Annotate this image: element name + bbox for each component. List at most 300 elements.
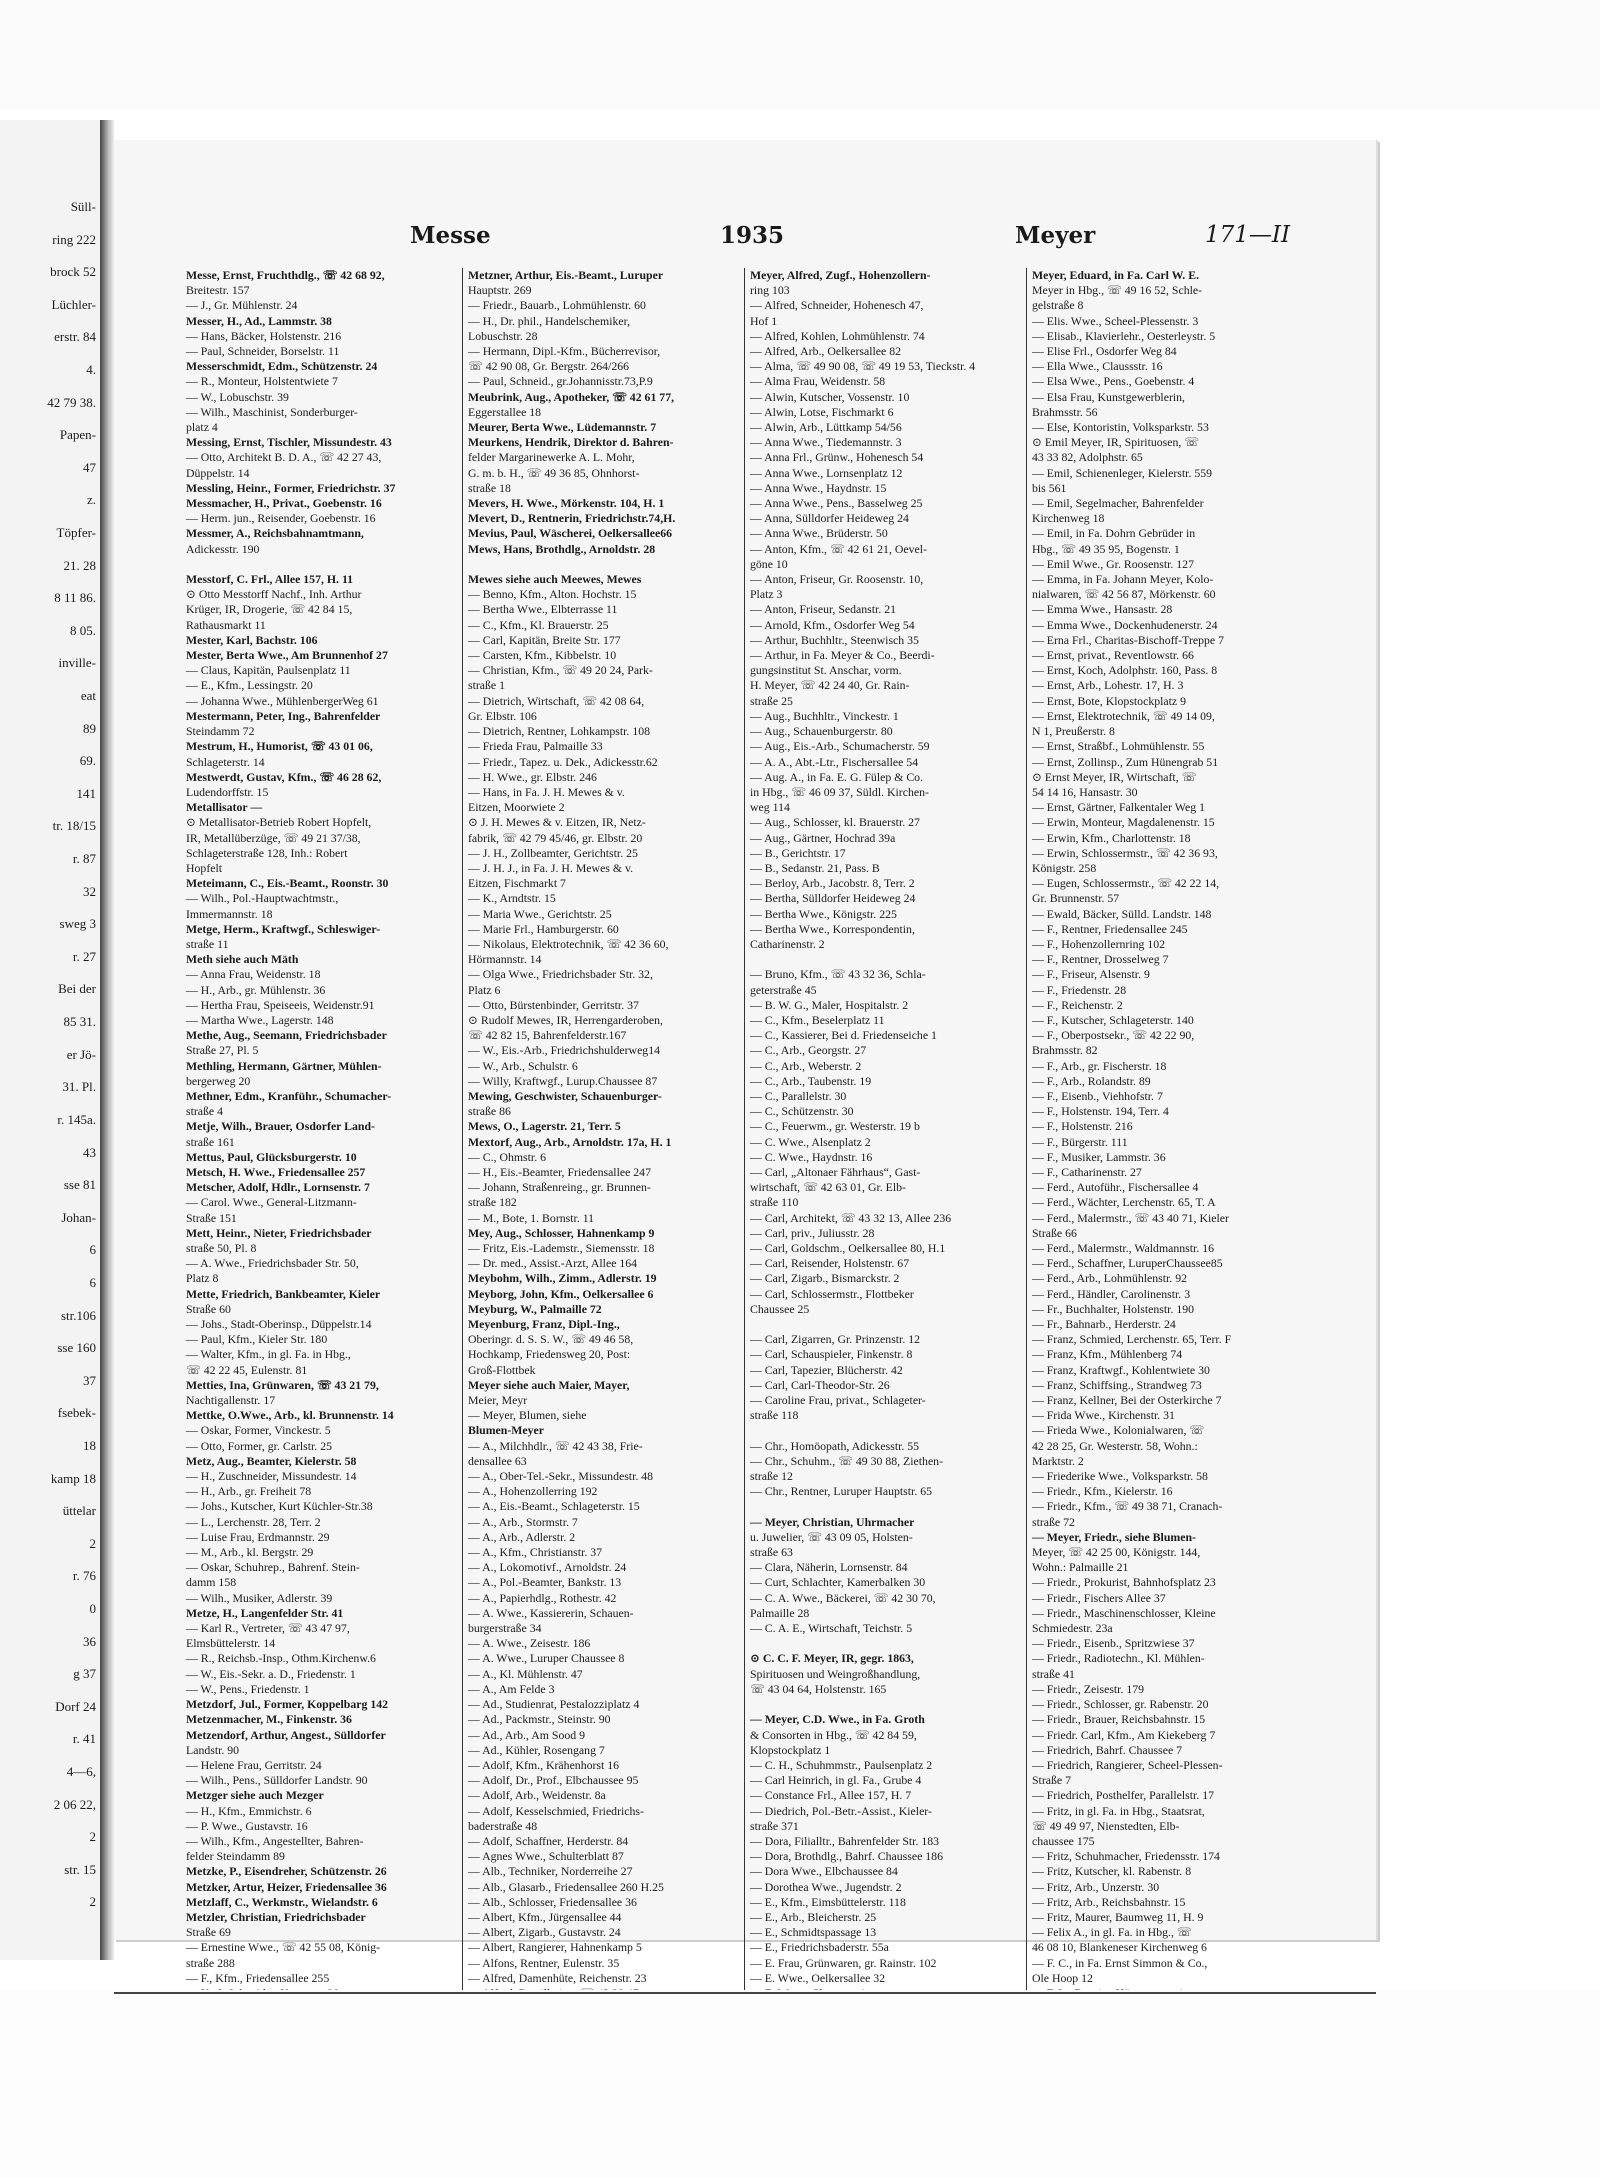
directory-entry: — Curt, Schlachter, Kamerbalken 30 — [750, 1575, 926, 1590]
directory-entry: — F., Friseur, Alsenstr. 9 — [1032, 967, 1150, 982]
directory-entry: — W., Lobuschstr. 39 — [186, 389, 289, 404]
directory-entry: Metscher, Adolf, Hdlr., Lornsenstr. 7 — [186, 1180, 370, 1195]
directory-entry: Groß-Flottbek — [468, 1362, 536, 1377]
directory-entry: — Carl, Zigarren, Gr. Prinzenstr. 12 — [750, 1332, 921, 1347]
directory-entry: — W., Arb., Schulstr. 6 — [468, 1058, 578, 1073]
directory-entry: — Chr., Homöopath, Adickesstr. 55 — [750, 1438, 920, 1453]
directory-entry: — C. A. E., Wirtschaft, Teichstr. 5 — [750, 1621, 913, 1636]
directory-entry: Straße 66 — [1032, 1225, 1077, 1240]
directory-entry: — Dietrich, Rentner, Lohkampstr. 108 — [468, 724, 651, 739]
column-divider — [744, 268, 745, 2038]
directory-entry: — Meyer, C.D. Wwe., in Fa. Groth — [750, 1712, 925, 1727]
directory-entry: — Bertha, Sülldorfer Heideweg 24 — [750, 891, 916, 906]
directory-entry: Metzler, Christian, Friedrichsbader — [186, 1909, 366, 1924]
directory-entry: — Walter, Kfm., in gl. Fa. in Hbg., — [186, 1347, 351, 1362]
directory-entry: — Erwin, Monteur, Magdalenenstr. 15 — [1032, 815, 1215, 830]
directory-entry: ☏ 42 22 45, Eulenstr. 81 — [186, 1362, 308, 1377]
directory-entry: — C. Wwe., Haydnstr. 16 — [750, 1149, 873, 1164]
directory-entry: Schlageterstraße 128, Inh.: Robert — [186, 845, 348, 860]
directory-entry: — Felix A., in gl. Fa. in Hbg., ☏ — [1032, 1925, 1192, 1940]
directory-entry: — A., Am Felde 3 — [468, 1681, 555, 1696]
directory-entry: — Fritz, Kutscher, kl. Rabenstr. 8 — [1032, 1864, 1192, 1879]
left-page-text: 2 — [89, 1536, 96, 1551]
left-page-text: 4—6, — [66, 1764, 96, 1779]
left-page-text: Johan- — [61, 1210, 96, 1225]
directory-entry: — H., Eis.-Beamter, Friedensallee 247 — [468, 1164, 651, 1179]
directory-entry: — Fr., Bahnarb., Herderstr. 24 — [1032, 1317, 1176, 1332]
directory-entry: Mextorf, Aug., Arb., Arnoldstr. 17a, H. 1 — [468, 1134, 672, 1149]
directory-entry: — Ad., Packmstr., Steinstr. 90 — [468, 1712, 611, 1727]
directory-entry: — Adolf, Dr., Prof., Elbchaussee 95 — [468, 1773, 639, 1788]
directory-entry: Mews, Hans, Brothdlg., Arnoldstr. 28 — [468, 541, 656, 556]
directory-entry: — Ferd., Wächter, Lerchenstr. 65, T. A — [1032, 1195, 1216, 1210]
directory-entry: Methling, Hermann, Gärtner, Mühlen- — [186, 1058, 382, 1073]
directory-entry: — A., Eis.-Beamt., Schlageterstr. 15 — [468, 1499, 640, 1514]
directory-entry: IR, Metallüberzüge, ☏ 49 21 37/38, — [186, 830, 361, 845]
directory-entry: Messerschmidt, Edm., Schützenstr. 24 — [186, 359, 378, 374]
directory-entry: Eitzen, Moorwiete 2 — [468, 800, 565, 815]
directory-entry: densallee 63 — [468, 1453, 527, 1468]
directory-entry: — Diedrich, Pol.-Betr.-Assist., Kieler- — [750, 1803, 932, 1818]
directory-entry — [750, 1697, 1020, 1712]
directory-entry: Landstr. 90 — [186, 1742, 240, 1757]
directory-entry: G. m. b. H., ☏ 49 36 85, Ohnhorst- — [468, 465, 640, 480]
directory-entry: — Alfred, Damenhüte, Reichenstr. 23 — [468, 1970, 647, 1985]
directory-entry: straße 4 — [186, 1104, 224, 1119]
directory-entry: — Chr., Schuhm., ☏ 49 30 88, Ziethen- — [750, 1453, 944, 1468]
left-page-text: 37 — [83, 1373, 96, 1388]
directory-entry: gungsinstitut St. Anschar, vorm. — [750, 663, 902, 678]
directory-entry: — Anna Wwe., Brüderstr. 50 — [750, 526, 888, 541]
directory-entry: — Alfred, Schneider, Hohenesch 47, — [750, 298, 924, 313]
directory-entry: — Carl, „Altonaer Fährhaus“, Gast- — [750, 1164, 921, 1179]
directory-entry: — C., Ohmstr. 6 — [468, 1149, 546, 1164]
directory-entry: straße 86 — [468, 1104, 511, 1119]
directory-entry: — Anna, Sülldorfer Heideweg 24 — [750, 511, 909, 526]
directory-entry: Straße 69 — [186, 1925, 231, 1940]
directory-entry: — Friedr., Zeisestr. 179 — [1032, 1681, 1145, 1696]
directory-entry: — Arthur, in Fa. Meyer & Co., Beerdi- — [750, 648, 935, 663]
directory-entry: Meier, Meyr — [468, 1393, 528, 1408]
directory-entry: Platz 6 — [468, 982, 501, 997]
directory-entry: — Ferd., Arb., Lohmühlenstr. 92 — [1032, 1271, 1187, 1286]
directory-entry: Meubrink, Aug., Apotheker, ☏ 42 61 77, — [468, 389, 675, 404]
directory-entry: — Meyer, Friedr., siehe Blumen- — [1032, 1529, 1196, 1544]
directory-entry: — Elsa Wwe., Pens., Goebenstr. 4 — [1032, 374, 1195, 389]
directory-entry: Schmiedestr. 23a — [1032, 1621, 1113, 1636]
header-first-entry: Messe — [410, 222, 491, 249]
directory-entry: — Anton, Friseur, Gr. Roosenstr. 10, — [750, 572, 924, 587]
directory-entry: — Agnes Wwe., Schulterblatt 87 — [468, 1849, 624, 1864]
directory-entry: — Chr., Rentner, Luruper Hauptstr. 65 — [750, 1484, 933, 1499]
directory-entry: Meybohm, Wilh., Zimm., Adlerstr. 19 — [468, 1271, 657, 1286]
directory-entry: — F., Musiker, Lammstr. 36 — [1032, 1149, 1166, 1164]
directory-entry: — Alfred, Arb., Oelkersallee 82 — [750, 344, 902, 359]
directory-entry: — Fritz, Arb., Reichsbahnstr. 15 — [1032, 1894, 1186, 1909]
left-page-text: 89 — [83, 721, 96, 736]
left-page-text: Papen- — [59, 427, 96, 442]
directory-entry: — A. Wwe., Friedrichsbader Str. 50, — [186, 1256, 359, 1271]
directory-entry: Metzlaff, C., Werkmstr., Wielandstr. 6 — [186, 1894, 378, 1909]
header-last-entry: Meyer — [1015, 222, 1096, 249]
directory-entry: — E., Kfm., Eimsbüttelerstr. 118 — [750, 1894, 906, 1909]
left-page-text: brock 52 — [50, 264, 96, 279]
left-page-text: 4. — [86, 362, 96, 377]
directory-entry: — Otto, Architekt B. D. A., ☏ 42 27 43, — [186, 450, 382, 465]
directory-entry: — Aug., Gärtner, Hochrad 39a — [750, 830, 896, 845]
directory-column-2 — [468, 268, 738, 2038]
directory-entry: Meyenburg, Franz, Dipl.-Ing., — [468, 1317, 620, 1332]
left-page-text: r. 27 — [72, 949, 96, 964]
directory-entry: — Ella Wwe., Claussstr. 16 — [1032, 359, 1163, 374]
directory-entry: — H. Wwe., gr. Elbstr. 246 — [468, 769, 597, 784]
directory-entry: — Emil Wwe., Gr. Roosenstr. 127 — [1032, 556, 1194, 571]
directory-entry: — E. Frau, Grünwaren, gr. Rainstr. 102 — [750, 1955, 937, 1970]
left-page-text: 69. — [79, 753, 96, 768]
directory-entry: — W., Eis.-Sekr. a. D., Friedenstr. 1 — [186, 1666, 356, 1681]
directory-entry: — H., Dr. phil., Handelschemiker, — [468, 313, 631, 328]
directory-entry: — Carl, Reisender, Holstenstr. 67 — [750, 1256, 910, 1271]
directory-entry: 42 28 25, Gr. Westerstr. 58, Wohn.: — [1032, 1438, 1198, 1453]
directory-entry: Schlageterstr. 14 — [186, 754, 265, 769]
directory-entry: — Aug., Schlosser, kl. Brauerstr. 27 — [750, 815, 920, 830]
directory-entry: — Olga Wwe., Friedrichsbader Str. 32, — [468, 967, 653, 982]
directory-entry: — Adolf, Schaffner, Herderstr. 84 — [468, 1833, 629, 1848]
directory-entry: felder Margarinewerke A. L. Mohr, — [468, 450, 635, 465]
directory-entry: Metzke, P., Eisendreher, Schützenstr. 26 — [186, 1864, 387, 1879]
left-page-fragment — [0, 120, 101, 1960]
directory-column-3 — [750, 268, 1020, 2038]
directory-entry: Mestermann, Peter, Ing., Bahrenfelder — [186, 708, 381, 723]
directory-entry: — Wilh., Pens., Sülldorfer Landstr. 90 — [186, 1773, 368, 1788]
directory-entry: — C., Schützenstr. 30 — [750, 1104, 854, 1119]
directory-entry: straße 110 — [750, 1195, 799, 1210]
directory-entry: — K., Arndtstr. 15 — [468, 891, 556, 906]
directory-entry: — Bruno, Kfm., ☏ 43 32 36, Schla- — [750, 967, 926, 982]
directory-entry: Ludendorffstr. 15 — [186, 784, 269, 799]
directory-entry: Klopstockplatz 1 — [750, 1742, 831, 1757]
directory-entry: — Friedrich, Posthelfer, Parallelstr. 17 — [1032, 1788, 1215, 1803]
page-header — [300, 222, 1320, 250]
directory-entry: Gr. Brunnenstr. 57 — [1032, 891, 1120, 906]
left-page-text: 32 — [83, 884, 96, 899]
directory-entry: Brahmsstr. 82 — [1032, 1043, 1098, 1058]
directory-entry: Breitestr. 157 — [186, 283, 250, 298]
directory-entry: Brahmsstr. 56 — [1032, 404, 1098, 419]
directory-entry: — F., Reichenstr. 2 — [1032, 997, 1123, 1012]
directory-entry: — Friedr., Prokurist, Bahnhofsplatz 23 — [1032, 1575, 1216, 1590]
column-divider — [462, 268, 463, 2038]
book-gutter — [100, 120, 114, 1960]
directory-entry: Mestwerdt, Gustav, Kfm., ☏ 46 28 62, — [186, 769, 382, 784]
directory-entry: Meyer, ☏ 42 25 00, Königstr. 144, — [1032, 1545, 1201, 1560]
directory-entry: nialwaren, ☏ 42 56 87, Mörkenstr. 60 — [1032, 587, 1216, 602]
scan-top-margin — [0, 0, 1600, 110]
directory-entry: — Fritz, in gl. Fa. in Hbg., Staatsrat, — [1032, 1803, 1205, 1818]
left-page-text: 21. 28 — [63, 558, 96, 573]
directory-entry: — Anna Frau, Weidenstr. 18 — [186, 967, 321, 982]
left-page-text: r. 145a. — [57, 1112, 96, 1127]
directory-entry: — Fritz, Eis.-Lademstr., Siemensstr. 18 — [468, 1241, 655, 1255]
directory-entry: straße 25 — [750, 693, 793, 708]
directory-entry: Blumen-Meyer — [468, 1423, 545, 1438]
left-page-text: 2 06 22, — [53, 1797, 96, 1812]
directory-entry: Meth siehe auch Mäth — [186, 952, 299, 967]
directory-entry: Mett, Heinr., Nieter, Friedrichsbader — [186, 1225, 372, 1240]
directory-entry: — Willy, Kraftwgf., Lurup.Chaussee 87 — [468, 1073, 658, 1088]
directory-entry: — Wilh., Musiker, Adlerstr. 39 — [186, 1590, 333, 1605]
directory-entry: Metties, Ina, Grünwaren, ☏ 43 21 79, — [186, 1377, 379, 1392]
directory-entry: — Carl, Kapitän, Breite Str. 177 — [468, 632, 621, 647]
directory-entry: — Dorothea Wwe., Jugendstr. 2 — [750, 1879, 902, 1894]
directory-entry: ⊙ J. H. Mewes & v. Eitzen, IR, Netz- — [468, 815, 646, 830]
directory-entry: — J. H. J., in Fa. J. H. Mewes & v. — [468, 860, 634, 875]
directory-entry: — Ernestine Wwe., ☏ 42 55 08, König- — [186, 1940, 381, 1955]
directory-entry: — Adolf, Kesselschmied, Friedrichs- — [468, 1803, 644, 1818]
directory-entry: — F., Rentner, Friedensallee 245 — [1032, 921, 1188, 936]
directory-entry: — Emil, Segelmacher, Bahrenfelder — [1032, 496, 1204, 511]
directory-entry: — Anna Wwe., Haydnstr. 15 — [750, 480, 887, 495]
directory-entry: — Elsa Frau, Kunstgewerblerin, — [1032, 389, 1185, 404]
directory-entry: in Hbg., ☏ 46 09 37, Süldl. Kirchen- — [750, 784, 929, 799]
directory-entry: Hochkamp, Friedensweg 20, Post: — [468, 1347, 631, 1362]
directory-entry: — Paul, Schneider, Borselstr. 11 — [186, 344, 340, 359]
scan-bottom-margin — [0, 1990, 1600, 2177]
directory-entry: ring 103 — [750, 283, 790, 298]
page-bottom-edge — [114, 1992, 1376, 1994]
directory-entry: Mevers, H. Wwe., Mörkenstr. 104, H. 1 — [468, 496, 665, 511]
directory-entry: 54 14 16, Hansastr. 30 — [1032, 784, 1138, 799]
directory-entry: Eitzen, Fischmarkt 7 — [468, 876, 566, 891]
directory-entry: Eggerstallee 18 — [468, 404, 542, 419]
directory-entry: — J., Gr. Mühlenstr. 24 — [186, 298, 298, 313]
directory-entry: — Albert, Kfm., Jürgensallee 44 — [468, 1909, 622, 1924]
directory-entry: — C. H., Schuhmmstr., Paulsenplatz 2 — [750, 1757, 933, 1772]
directory-entry: — Otto, Former, gr. Carlstr. 25 — [186, 1438, 332, 1453]
directory-entry: — Erwin, Schlossermstr., ☏ 42 36 93, — [1032, 845, 1218, 860]
directory-entry: — Dora Wwe., Elbchaussee 84 — [750, 1864, 898, 1879]
directory-entry: — Friedr., Brauer, Reichsbahnstr. 15 — [1032, 1712, 1206, 1727]
directory-entry: Meteimann, C., Eis.-Beamt., Roonstr. 30 — [186, 876, 389, 891]
directory-entry: straße 11 — [186, 936, 229, 951]
directory-entry: — C., Kfm., Beselerplatz 11 — [750, 1012, 885, 1027]
directory-entry: — E., Kfm., Lessingstr. 20 — [186, 678, 313, 693]
directory-entry: — Emma, in Fa. Johann Meyer, Kolo- — [1032, 572, 1214, 587]
directory-entry: Metze, H., Langenfelder Str. 41 — [186, 1605, 344, 1620]
directory-entry: — Anton, Friseur, Sedanstr. 21 — [750, 602, 897, 617]
directory-entry: Metzner, Arthur, Eis.-Beamt., Luruper — [468, 268, 664, 282]
directory-entry: — J. H., Zollbeamter, Gerichtstr. 25 — [468, 845, 638, 860]
directory-entry — [750, 1423, 1020, 1438]
directory-entry: — Bertha Wwe., Elbterrasse 11 — [468, 602, 618, 617]
directory-entry: Straße 27, Pl. 5 — [186, 1043, 259, 1058]
directory-entry: Adickesstr. 190 — [186, 541, 260, 556]
directory-entry: Metzenmacher, M., Finkenstr. 36 — [186, 1712, 352, 1727]
directory-entry: — Franz, Kfm., Mühlenberg 74 — [1032, 1347, 1183, 1362]
directory-entry: — Paul, Kfm., Kieler Str. 180 — [186, 1332, 328, 1347]
directory-entry: Krüger, IR, Drogerie, ☏ 42 84 15, — [186, 602, 353, 617]
directory-entry: — Ernst, Bote, Klopstockplatz 9 — [1032, 693, 1186, 708]
directory-entry: — H., Zuschneider, Missundestr. 14 — [186, 1469, 357, 1484]
left-page-text: sse 160 — [57, 1340, 96, 1355]
left-page-text: sse 81 — [63, 1177, 96, 1192]
directory-entry: Straße 7 — [1032, 1773, 1071, 1788]
directory-entry: Meyburg, W., Palmaille 72 — [468, 1301, 602, 1316]
directory-entry: — Benno, Kfm., Alton. Hochstr. 15 — [468, 587, 637, 602]
directory-entry: — E., Friedrichsbaderstr. 55a — [750, 1940, 889, 1955]
directory-entry: geterstraße 45 — [750, 982, 817, 997]
directory-entry: — Friedr., Maschinenschlosser, Kleine — [1032, 1605, 1216, 1620]
directory-entry: felder Steindamm 89 — [186, 1849, 285, 1864]
directory-entry: straße 12 — [750, 1469, 793, 1484]
directory-entry: Hörmannstr. 14 — [468, 952, 542, 967]
directory-entry: straße 63 — [750, 1545, 793, 1560]
directory-entry: — A., Pol.-Beamter, Bankstr. 13 — [468, 1575, 622, 1590]
directory-entry: — Ernst, Straßbf., Lohmühlenstr. 55 — [1032, 739, 1205, 754]
directory-entry: ⊙ Metallisator-Betrieb Robert Hopfelt, — [186, 815, 372, 830]
directory-entry: — F., Arb., gr. Fischerstr. 18 — [1032, 1058, 1167, 1073]
directory-entry: Metzdorf, Jul., Former, Koppelbarg 142 — [186, 1697, 389, 1712]
directory-entry: Kirchenweg 18 — [1032, 511, 1105, 526]
left-page-text: eat — [80, 688, 96, 703]
directory-entry: Lobuschstr. 28 — [468, 328, 538, 343]
directory-entry: — B., Sedanstr. 21, Pass. B — [750, 860, 880, 875]
directory-entry: — Emma Wwe., Dockenhudenerstr. 24 — [1032, 617, 1218, 632]
directory-entry: — A. A., Abt.-Ltr., Fischersallee 54 — [750, 754, 919, 769]
directory-entry: Chaussee 25 — [750, 1301, 810, 1316]
directory-entry: Metge, Herm., Kraftwgf., Schleswiger- — [186, 921, 381, 936]
directory-entry: — Marie Frl., Hamburgerstr. 60 — [468, 921, 619, 936]
directory-entry: baderstraße 48 — [468, 1818, 538, 1833]
directory-entry: Wohn.: Palmaille 21 — [1032, 1560, 1129, 1575]
left-page-text: sweg 3 — [59, 916, 96, 931]
directory-entry: — Claus, Kapitän, Paulsenplatz 11 — [186, 663, 351, 678]
left-page-text: 2 — [89, 1829, 96, 1844]
directory-entry: u. Juwelier, ☏ 43 09 05, Holsten- — [750, 1529, 913, 1544]
directory-entry: straße 72 — [1032, 1514, 1075, 1529]
directory-entry: ⊙ Ernst Meyer, IR, Wirtschaft, ☏ — [1032, 769, 1197, 784]
directory-entry: Methner, Edm., Kranführ., Schumacher- — [186, 1088, 392, 1103]
directory-entry: Hopfelt — [186, 860, 223, 875]
directory-entry: Mewes siehe auch Meewes, Mewes — [468, 572, 642, 587]
left-page-text: 18 — [83, 1438, 96, 1453]
directory-entry: Messling, Heinr., Former, Friedrichstr. 37 — [186, 480, 396, 495]
directory-entry: — Ernst, privat., Reventlowstr. 66 — [1032, 648, 1194, 663]
directory-entry: straße 1 — [468, 678, 506, 693]
directory-entry: — Herm. jun., Reisender, Goebenstr. 16 — [186, 511, 376, 526]
directory-entry: — Carl, Architekt, ☏ 43 32 13, Allee 236 — [750, 1210, 952, 1225]
directory-entry: — Johs., Kutscher, Kurt Küchler-Str.38 — [186, 1499, 373, 1514]
left-page-text: tr. 18/15 — [52, 818, 96, 833]
directory-entry: — Franz, Schmied, Lerchenstr. 65, Terr. F — [1032, 1332, 1232, 1347]
directory-entry: Messing, Ernst, Tischler, Missundestr. 43 — [186, 435, 392, 450]
directory-entry: Meyer, Eduard, in Fa. Carl W. E. — [1032, 268, 1200, 282]
directory-entry: ⊙ Rudolf Mewes, IR, Herrengarderoben, — [468, 1012, 663, 1027]
directory-entry: — E., Schmidtspassage 13 — [750, 1925, 877, 1940]
directory-entry: — Caroline Frau, privat., Schlageter- — [750, 1393, 926, 1408]
directory-entry: — Arthur, Buchhltr., Steenwisch 35 — [750, 632, 919, 647]
left-page-text: 6 — [89, 1242, 96, 1257]
directory-entry: Mewing, Geschwister, Schauenburger- — [468, 1088, 662, 1103]
directory-entry: — Fr., Buchhalter, Holstenstr. 190 — [1032, 1301, 1195, 1316]
directory-entry: — Franz, Kellner, Bei der Osterkirche 7 — [1032, 1393, 1222, 1408]
directory-entry: — H., Kfm., Emmichstr. 6 — [186, 1803, 312, 1818]
left-page-text: Süll- — [70, 199, 96, 214]
directory-entry: — Ad., Arb., Am Sood 9 — [468, 1727, 586, 1742]
directory-entry: — Wilh., Pol.-Hauptwachtmstr., — [186, 891, 339, 906]
directory-entry: & Consorten in Hbg., ☏ 42 84 59, — [750, 1727, 917, 1742]
directory-entry: — Hertha Frau, Speiseeis, Weidenstr.91 — [186, 997, 375, 1012]
directory-entry: Methe, Aug., Seemann, Friedrichsbader — [186, 1028, 387, 1043]
directory-entry: — Alb., Techniker, Norderreihe 27 — [468, 1864, 633, 1879]
directory-entry: — E. Wwe., Oelkersallee 32 — [750, 1970, 886, 1985]
directory-entry: — F., Kfm., Friedensallee 255 — [186, 1970, 330, 1985]
left-page-text: fsebek- — [57, 1405, 96, 1420]
directory-entry: — F., Catharinenstr. 27 — [1032, 1164, 1142, 1179]
directory-entry: — Erwin, Kfm., Charlottenstr. 18 — [1032, 830, 1191, 845]
directory-entry: Düppelstr. 14 — [186, 465, 250, 480]
directory-entry: — Wilh., Kfm., Angestellter, Bahren- — [186, 1833, 364, 1848]
directory-entry: — Ferd., Malermstr., ☏ 43 40 71, Kieler — [1032, 1210, 1229, 1225]
directory-entry — [468, 557, 738, 572]
directory-entry: — Meyer, Christian, Uhrmacher — [750, 1514, 915, 1529]
directory-entry: Messe, Ernst, Fruchthdlg., ☏ 42 68 92, — [186, 268, 385, 282]
directory-entry: — F., Hohenzollernring 102 — [1032, 936, 1166, 951]
page-number: 171—II — [1205, 222, 1291, 248]
directory-entry: Platz 8 — [186, 1271, 219, 1286]
directory-entry: — Ewald, Bäcker, Sülld. Landstr. 148 — [1032, 906, 1212, 921]
directory-entry: — Emil, Schienenleger, Kielerstr. 559 — [1032, 465, 1213, 480]
directory-entry: — Maria Wwe., Gerichtstr. 25 — [468, 906, 612, 921]
directory-entry: — Oskar, Former, Vincke​str. 5 — [186, 1423, 331, 1438]
directory-entry: — L., Lerchenstr. 28, Terr. 2 — [186, 1514, 321, 1529]
directory-entry: — F., Kutscher, Schlageterstr. 140 — [1032, 1012, 1194, 1027]
directory-entry: — A. Wwe., Kassiererin, Schauen- — [468, 1605, 634, 1620]
directory-entry: — Adolf, Arb., Weidenstr. 8a — [468, 1788, 606, 1803]
directory-entry: Hbg., ☏ 49 35 95, Bogenstr. 1 — [1032, 541, 1180, 556]
directory-entry: — W., Eis.-Arb., Friedrichshulderweg14 — [468, 1043, 660, 1058]
left-page-text: 8 05. — [70, 623, 96, 638]
directory-entry: — Ernst, Zollinsp., Zum Hünengrab 51 — [1032, 754, 1219, 769]
directory-entry: Königstr. 258 — [1032, 860, 1097, 875]
directory-entry: — Dr. med., Assist.-Arzt, Allee 164 — [468, 1256, 638, 1271]
directory-entry: — R., Reichsb.-Insp., Othm.Kirchenw.6 — [186, 1651, 376, 1666]
directory-entry: — Emil, in Fa. Dohrn Gebrüder in — [1032, 526, 1196, 541]
directory-entry: — Ernst, Gärtner, Falkentaler Weg 1 — [1032, 800, 1205, 815]
directory-entry: ⊙ Emil Meyer, IR, Spirituosen, ☏ — [1032, 435, 1200, 450]
left-page-text: 47 — [83, 460, 96, 475]
directory-entry: — A., Arb., Stormstr. 7 — [468, 1514, 578, 1529]
directory-entry: — Dora, Filialltr., Bahrenfelder Str. 183 — [750, 1833, 940, 1848]
left-page-text: r. 41 — [72, 1731, 96, 1746]
directory-entry: N 1, Preußerstr. 8 — [1032, 724, 1115, 739]
directory-entry: — F., Bürgerstr. 111 — [1032, 1134, 1128, 1149]
directory-entry: — Carl, Carl-Theodor-Str. 26 — [750, 1377, 890, 1392]
left-page-text: üttelar — [62, 1503, 96, 1518]
directory-entry: Platz 3 — [750, 587, 783, 602]
directory-entry — [750, 1636, 1020, 1651]
directory-entry: ⊙ C. C. F. Meyer, IR, gegr. 1863, — [750, 1651, 914, 1666]
directory-entry: Hauptstr. 269 — [468, 283, 532, 298]
directory-entry: — Karl R., Vertreter, ☏ 43 47 97, — [186, 1621, 350, 1636]
directory-entry: — Alfred, Kohlen, Lohmühlenstr. 74 — [750, 328, 925, 343]
left-page-text: 141 — [76, 786, 96, 801]
directory-entry: Straße 151 — [186, 1210, 237, 1225]
directory-entry: — P. Wwe., Gustavstr. 16 — [186, 1818, 308, 1833]
directory-entry: Spirituosen und Weingroßhandlung, — [750, 1666, 921, 1681]
directory-entry: — Dora, Brothdlg., Bahrf. Chaussee 186 — [750, 1849, 943, 1864]
directory-entry: — Meyer, Blumen, siehe — [468, 1408, 587, 1423]
